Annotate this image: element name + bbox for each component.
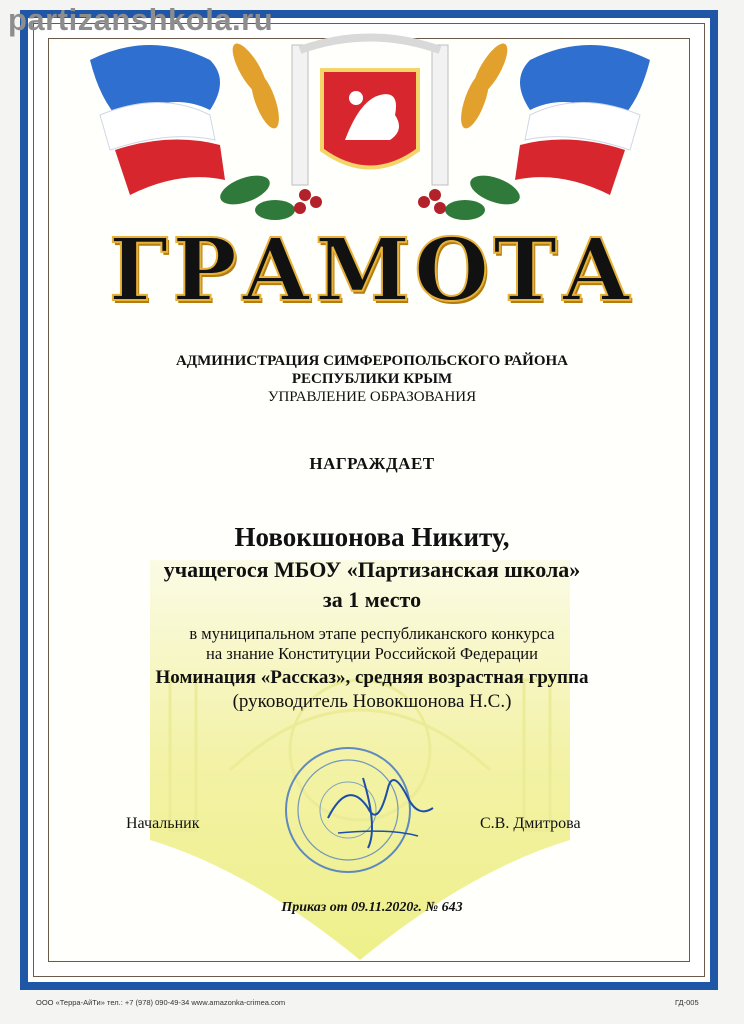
- awards-heading: НАГРАЖДАЕТ: [309, 454, 435, 473]
- issuer-line-3: УПРАВЛЕНИЕ ОБРАЗОВАНИЯ: [267, 389, 477, 405]
- form-code: ГД-005: [675, 998, 699, 1007]
- description-line-2: на знание Конституции Российской Федерации: [206, 644, 538, 663]
- award-place: за 1 место: [322, 587, 422, 612]
- signer-name: С.В. Дмитрова: [480, 815, 581, 832]
- printer-info: ООО «Терра-АйТи» тел.: +7 (978) 090-49-34 www.amazonka-crimea.com: [36, 998, 286, 1007]
- crimea-coat-of-arms-header: [60, 20, 680, 230]
- official-stamp-and-signature: [268, 738, 444, 888]
- certificate-title: ГРАМОТА: [108, 220, 636, 321]
- order-reference: Приказ от 09.11.2020г. № 643: [281, 900, 463, 915]
- issuer-line-1: АДМИНИСТРАЦИЯ СИМФЕРОПОЛЬСКОГО РАЙОНА: [175, 353, 569, 369]
- leader: (руководитель Новокшонова Н.С.): [232, 691, 512, 712]
- nomination: Номинация «Рассказ», средняя возрастная группа: [155, 667, 589, 688]
- issuer-line-2: РЕСПУБЛИКИ КРЫМ: [291, 371, 453, 387]
- watermark: partizanshkola.ru: [8, 2, 274, 37]
- description-line-1: в муниципальном этапе республиканского конкурса: [189, 624, 555, 643]
- signer-position: Начальник: [126, 815, 200, 832]
- recipient-school: учащегося МБОУ «Партизанская школа»: [163, 557, 581, 582]
- recipient-name: Новокшонова Никиту,: [234, 522, 510, 552]
